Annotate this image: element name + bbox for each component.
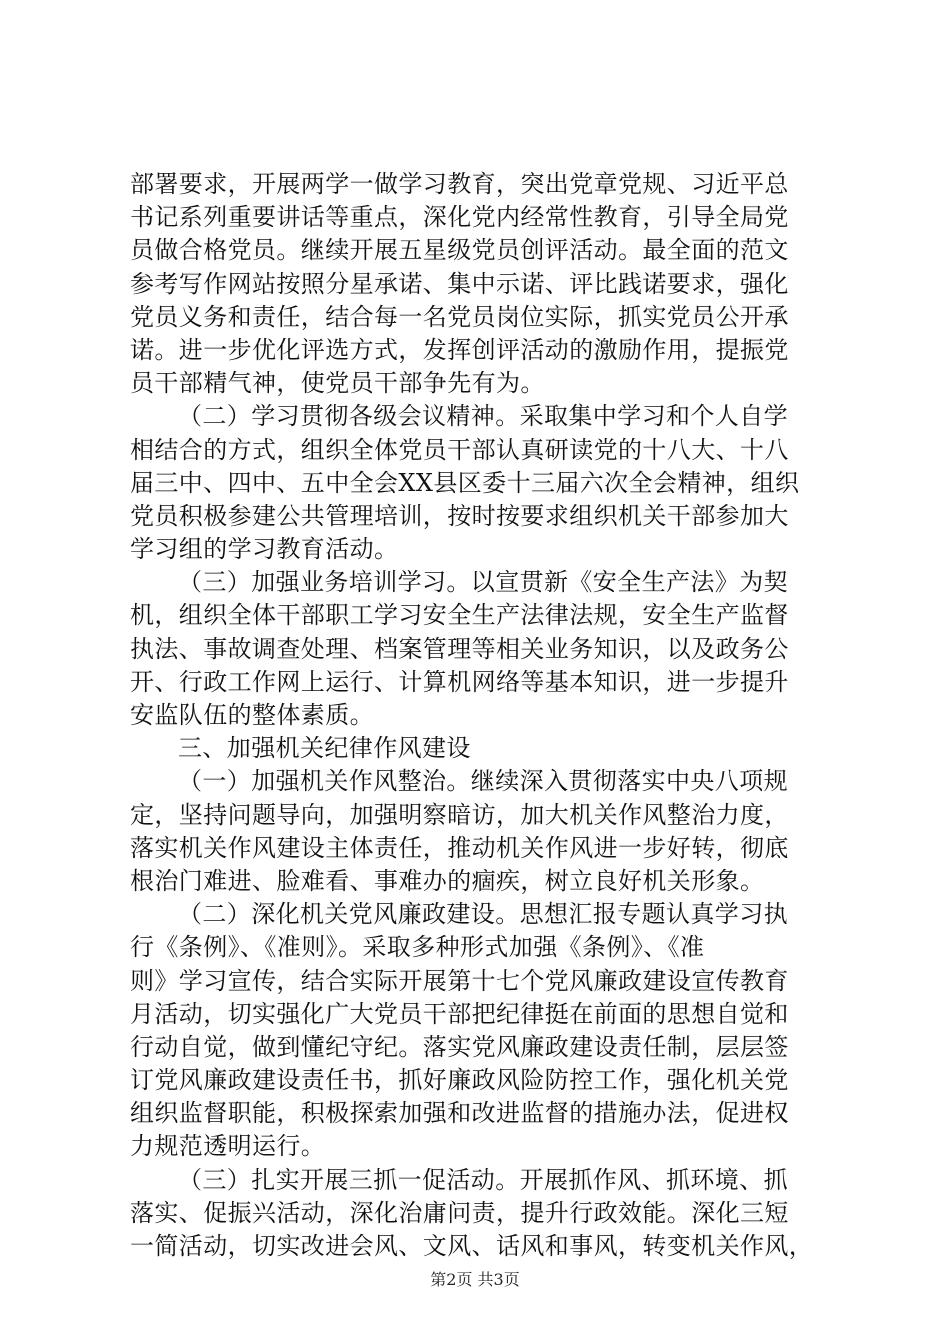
document-body: [130, 168, 830, 1263]
text-line: 安监队伍的整体素质。: [130, 701, 374, 729]
paragraph-start-line: （一）加强机关作风整治。继续深入贯彻落实中央八项规: [178, 767, 788, 796]
text-line: 参考写作网站按照分星承诺、集中示诺、评比践诺要求，强化: [130, 269, 789, 298]
paragraph-start-line: （三）扎实开展三抓一促活动。开展抓作风、抓环境、抓: [178, 1165, 788, 1194]
text-line: 党员积极参建公共管理培训，按时按要求组织机关干部参加大: [130, 501, 789, 530]
text-line: 相结合的方式，组织全体党员干部认真研读党的十八大、十八: [130, 435, 789, 464]
paragraph-start-line: （三）加强业务培训学习。以宣贯新《安全生产法》为契: [178, 568, 788, 597]
text-line: 定，坚持问题导向，加强明察暗访，加大机关作风整治力度，: [130, 800, 789, 829]
text-line: 力规范透明运行。: [130, 1132, 326, 1161]
text-line: 订党风廉政建设责任书，抓好廉政风险防控工作，强化机关党: [130, 1066, 789, 1095]
text-line: 开、行政工作网上运行、计算机网络等基本知识，进一步提升: [130, 667, 789, 696]
paragraph-start-line: （二）深化机关党风廉政建设。思想汇报专题认真学习执: [178, 900, 788, 929]
text-line: 诺。进一步优化评选方式，发挥创评活动的激励作用，提振党: [130, 335, 789, 364]
text-line: 党员义务和责任，结合每一名党员岗位实际，抓实党员公开承: [130, 302, 789, 331]
text-line: 落实机关作风建设主体责任，推动机关作风进一步好转，彻底: [130, 833, 789, 862]
text-line: 员做合格党员。继续开展五星级党员创评活动。最全面的范文: [130, 236, 789, 265]
page-number-label: 第2页 共3页: [430, 1270, 520, 1289]
text-line: 届三中、四中、五中全会XX县区委十三届六次全会精神，组织: [130, 468, 800, 497]
text-line: 机，组织全体干部职工学习安全生产法律法规，安全生产监督: [130, 601, 789, 630]
text-line: 一简活动，切实改进会风、文风、话风和事风，转变机关作风，: [130, 1232, 814, 1260]
text-line: 行动自觉，做到懂纪守纪。落实党风廉政建设责任制，层层签: [130, 1032, 789, 1061]
section-heading: 三、加强机关纪律作风建设: [178, 734, 471, 763]
text-line: 执法、事故调查处理、档案管理等相关业务知识，以及政务公: [130, 634, 789, 663]
text-line: 组织监督职能，积极探索加强和改进监督的措施办法，促进权: [130, 1099, 789, 1128]
page-footer: [0, 1270, 950, 1290]
paragraph-start-line: （二）学习贯彻各级会议精神。采取集中学习和个人自学: [178, 402, 788, 431]
text-line: 月活动，切实强化广大党员干部把纪律挺在前面的思想自觉和: [130, 999, 789, 1028]
text-line: 学习组的学习教育活动。: [130, 535, 399, 564]
text-line: 根治门难进、脸难看、事难办的痼疾，树立良好机关形象。: [130, 866, 765, 895]
text-line: 员干部精气神，使党员干部争先有为。: [130, 369, 545, 398]
text-line: 部署要求，开展两学一做学习教育，突出党章党规、习近平总: [130, 170, 789, 198]
text-line: 书记系列重要讲话等重点，深化党内经常性教育，引导全局党: [130, 203, 789, 232]
text-line: 行《条例》、《准则》。采取多种形式加强《条例》、《准: [130, 933, 705, 962]
text-line: 则》学习宣传，结合实际开展第十七个党风廉政建设宣传教育: [130, 966, 789, 995]
text-line: 落实、促振兴活动，深化治庸问责，提升行政效能。深化三短: [130, 1198, 789, 1227]
